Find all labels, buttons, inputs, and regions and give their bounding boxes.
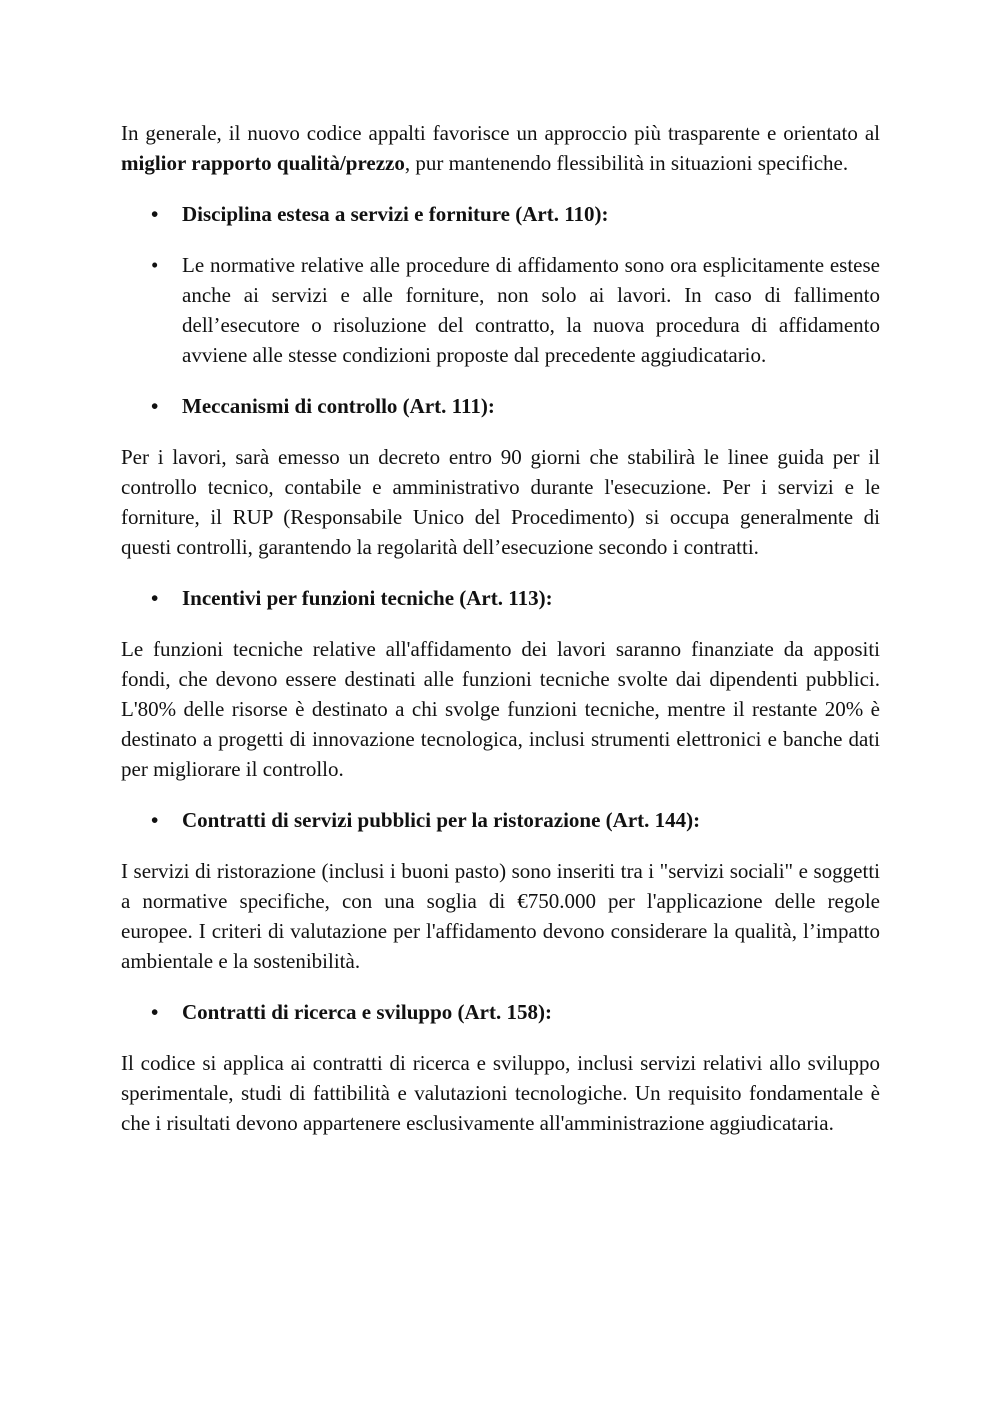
section-heading-art-113 [121, 583, 880, 613]
bullet-icon: • [151, 394, 159, 418]
heading-text: Contratti di ricerca e sviluppo (Art. 158): [182, 1000, 552, 1024]
section-list-art-158 [121, 997, 880, 1027]
intro-text-bold: miglior rapporto qualità/prezzo [121, 151, 405, 175]
section-heading-art-144 [121, 805, 880, 835]
section-bullet-body-art-110 [121, 250, 880, 370]
bullet-icon: • [151, 586, 159, 610]
section-body-art-113: Le funzioni tecniche relative all'affidamento dei lavori saranno finanziate da appositi fondi, che devono essere destinati alle funzioni tecniche svolte dai dipendenti pubblici. L'80% delle risorse è destinato a chi svolge funzioni tecniche, mentre il restante 20% è destinato a progetti di innovazione tecnologica, inclusi strumenti elettronici e banche dati per migliorare il controllo. [121, 637, 880, 781]
heading-text: Contratti di servizi pubblici per la ristorazione (Art. 144): [182, 808, 701, 832]
document-page [121, 118, 880, 1138]
section-heading-art-158 [121, 997, 880, 1027]
heading-text: Incentivi per funzioni tecniche (Art. 113): [182, 586, 553, 610]
section-body-art-158: Il codice si applica ai contratti di ricerca e sviluppo, inclusi servizi relativi allo sviluppo sperimentale, studi di fattibilità e valutazioni tecnologiche. Un requisito fondamentale è che i risultati devono appartenere esclusivamente all'amministrazione aggiudicataria. [121, 1051, 880, 1135]
bullet-icon: • [151, 808, 159, 832]
intro-text-after: , pur mantenendo flessibilità in situazioni specifiche. [404, 151, 849, 175]
section-body-art-144: I servizi di ristorazione (inclusi i buoni pasto) sono inseriti tra i "servizi sociali" e soggetti a normative specifiche, con una soglia di €750.000 per l'applicazione delle regole europee. I criteri di valutazione per l'affidamento devono considerare la qualità, l’impatto ambientale e la sostenibilità. [121, 859, 880, 973]
bullet-icon: • [151, 1000, 159, 1024]
section-list-art-110 [121, 199, 880, 421]
heading-text: Disciplina estesa a servizi e forniture (Art. 110): [182, 202, 609, 226]
bullet-icon: • [151, 253, 159, 277]
section-body-art-111: Per i lavori, sarà emesso un decreto entro 90 giorni che stabilirà le linee guida per il controllo tecnico, contabile e amministrativo durante l'esecuzione. Per i servizi e le forniture, il RUP (Responsabile Unico del Procedimento) si occupa generalmente di questi controlli, garantendo la regolarità dell’esecuzione secondo i contratti. [121, 445, 880, 559]
bullet-icon: • [151, 202, 159, 226]
section-list-art-144 [121, 805, 880, 835]
section-list-art-113 [121, 583, 880, 613]
section-heading-art-110 [121, 199, 880, 229]
bullet-body-text: Le normative relative alle procedure di affidamento sono ora esplicitamente estese anche ai servizi e alle forniture, non solo ai lavori. In caso di fallimento dell’esecutore o risoluzione del contratto, la nuova procedura di affidamento avviene alle stesse condizioni proposte dal precedente aggiudicatario. [182, 253, 880, 367]
intro-paragraph [121, 118, 880, 178]
section-heading-art-111 [121, 391, 880, 421]
intro-text-before: In generale, il nuovo codice appalti favorisce un approccio più trasparente e orientato al [121, 121, 880, 145]
heading-text: Meccanismi di controllo (Art. 111): [182, 394, 495, 418]
